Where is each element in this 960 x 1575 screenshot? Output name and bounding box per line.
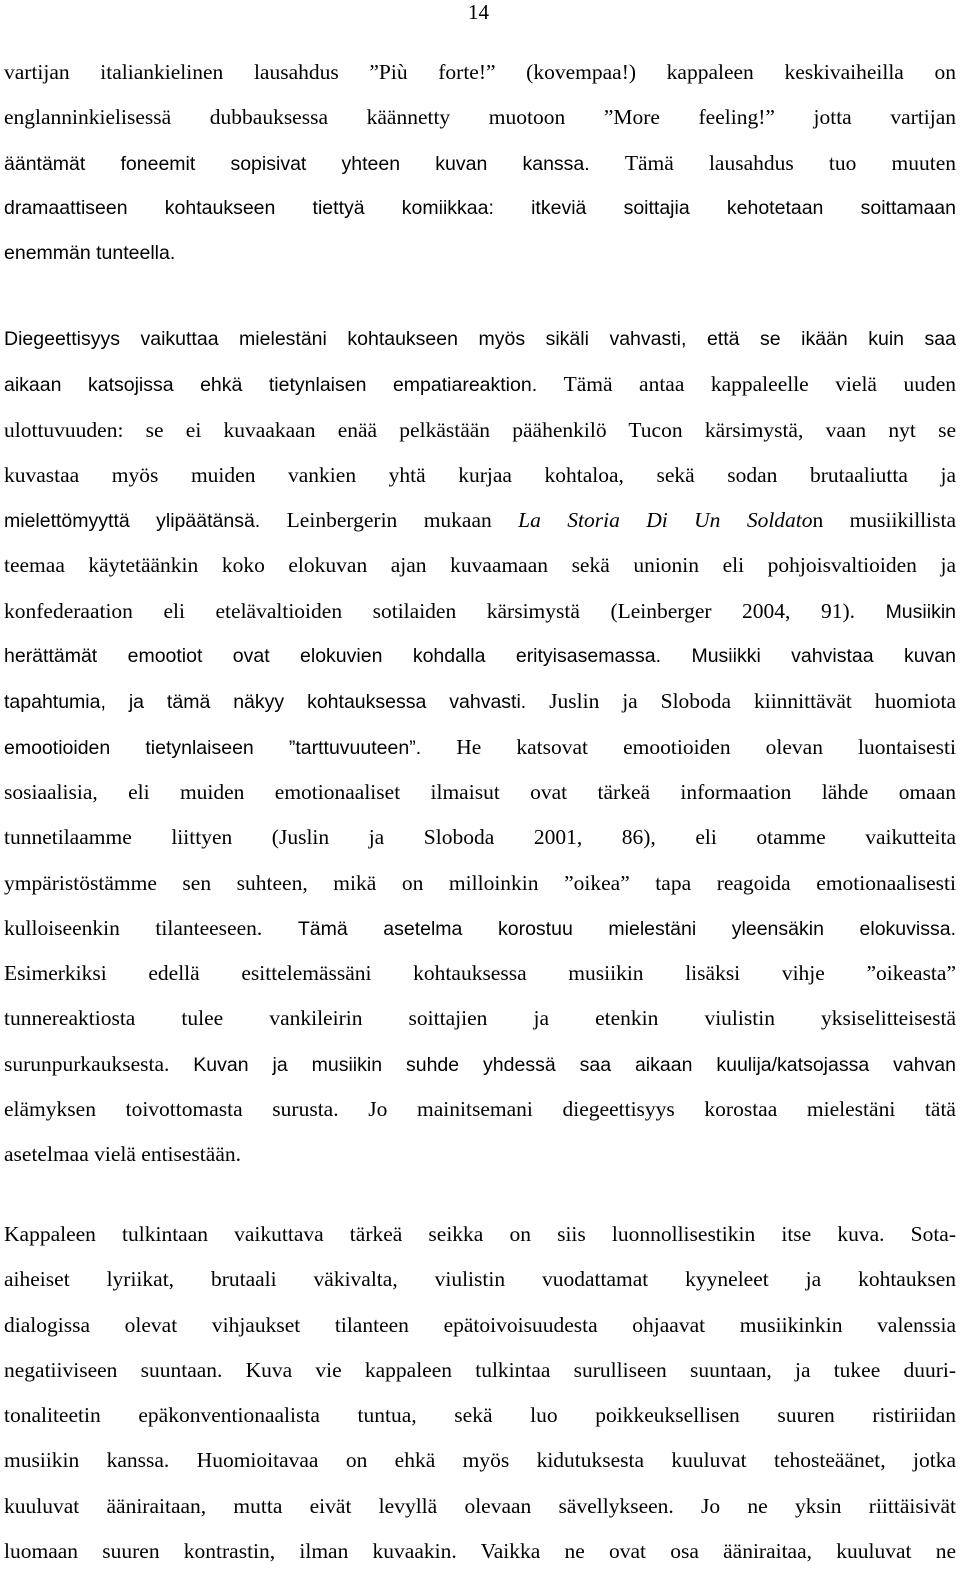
text-line: surunpurkauksesta. Kuvan ja musiikin suhde yhdessä saa aikaan kuulija/katsojassa vahvan [4,1051,956,1076]
paragraph-1 [4,50,956,276]
text-line: negatiiviseen suuntaan. Kuva vie kappaleen tulkintaa surulliseen suuntaan, ja tukee duuri- [4,1357,957,1382]
paragraph-3 [4,1212,956,1574]
text-line: kuuluvat ääniraitaan, mutta eivät levyllä olevaan sävellykseen. Jo ne yksin riittäisivät [4,1493,956,1518]
text-line: sosiaalisia, eli muiden emotionaaliset ilmaisut ovat tärkeä informaation lähde omaan [4,779,956,804]
text-line: enemmän tunteella. [4,242,176,265]
text-line: ulottuvuuden: se ei kuvaakaan enää pelkästään päähenkilö Tucon kärsimystä, vaan nyt se [4,417,956,442]
text-line: mielettömyyttä ylipäätänsä. Leinbergerin mukaan La Storia Di Un Soldaton musiikillista [4,508,956,533]
text-line: Esimerkiksi edellä esittelemässäni kohtauksessa musiikin lisäksi vihje ”oikeasta” [4,961,956,986]
text-line: tonaliteetin epäkonventionaalista tuntua, sekä luo poikkeuksellisen suuren ristiriidan [4,1403,956,1428]
text-line: herättämät emootiot ovat elokuvien kohdalla erityisasemassa. Musiikki vahvistaa kuvan [4,645,956,668]
text-line: ympäristöstämme sen suhteen, mikä on milloinkin ”oikea” tapa reagoida emotionaalisesti [4,870,956,895]
text-line: luomaan suuren kontrastin, ilman kuvaakin. Vaikka ne ovat osa ääniraitaa, kuuluvat ne [4,1539,956,1564]
text-line: aikaan katsojissa ehkä tietynlaisen empatiareaktion. Tämä antaa kappaleelle vielä uuden [4,372,956,397]
text-line: englanninkielisessä dubbauksessa käännetty muotoon ”More feeling!” jotta vartijan [4,105,956,130]
text-line: aiheiset lyriikat, brutaali väkivalta, viulistin vuodattamat kyyneleet ja kohtauksen [4,1267,956,1292]
text-line: Kappaleen tulkintaan vaikuttava tärkeä seikka on siis luonnollisestikin itse kuva. Sota- [4,1222,956,1246]
text-line: teemaa käytetäänkin koko elokuvan ajan kuvaamaan sekä unionin eli pohjoisvaltioiden ja [4,553,956,578]
text-line: tunnereaktiosta tulee vankileirin soittajien ja etenkin viulistin yksiselitteisestä [4,1006,956,1031]
text-line: elämyksen toivottomasta surusta. Jo mainitsemani diegeettisyys korostaa mielestäni tätä [4,1097,956,1122]
film-title: La Storia Di Un Soldato [518,508,813,533]
text-line: Diegeettisyys vaikuttaa mielestäni kohtaukseen myös sikäli vahvasti, että se ikään kuin saa [4,328,956,350]
text-line: konfederaation eli etelävaltioiden sotilaiden kärsimystä (Leinberger 2004, 91). Musiikin [4,598,956,623]
text-line: tunnetilaamme liittyen (Juslin ja Sloboda 2001, 86), eli otamme vaikutteita [4,825,956,850]
paragraph-2 [4,317,956,1178]
text-line: asetelmaa vielä entisestään. [4,1142,241,1167]
text-line: dramaattiseen kohtaukseen tiettyä komiikkaa: itkeviä soittajia kehotetaan soittamaan [4,196,956,219]
text-line: kuvastaa myös muiden vankien yhtä kurjaa kohtaloa, sekä sodan brutaaliutta ja [4,462,956,487]
page-number: 14 [468,0,489,24]
text-line: emootioiden tietynlaiseen ”tarttuvuuteen”. He katsovat emootioiden olevan luontaisesti [4,734,956,759]
text-line: vartijan italiankielinen lausahdus ”Più forte!” (kovempaa!) kappaleen keskivaiheilla on [4,60,956,84]
text-line: musiikin kanssa. Huomioitavaa on ehkä myös kidutuksesta kuuluvat tehosteäänet, jotka [4,1448,956,1473]
text-line: tapahtumia, ja tämä näkyy kohtauksessa vahvasti. Juslin ja Sloboda kiinnittävät huomiota [4,689,956,714]
text-line: kulloiseenkin tilanteeseen. Tämä asetelma korostuu mielestäni yleensäkin elokuvissa. [4,915,956,940]
text-line: dialogissa olevat vihjaukset tilanteen epätoivoisuudesta ohjaavat musiikinkin valenssia [4,1312,956,1337]
text-line: ääntämät foneemit sopisivat yhteen kuvan kanssa. Tämä lausahdus tuo muuten [4,150,956,175]
